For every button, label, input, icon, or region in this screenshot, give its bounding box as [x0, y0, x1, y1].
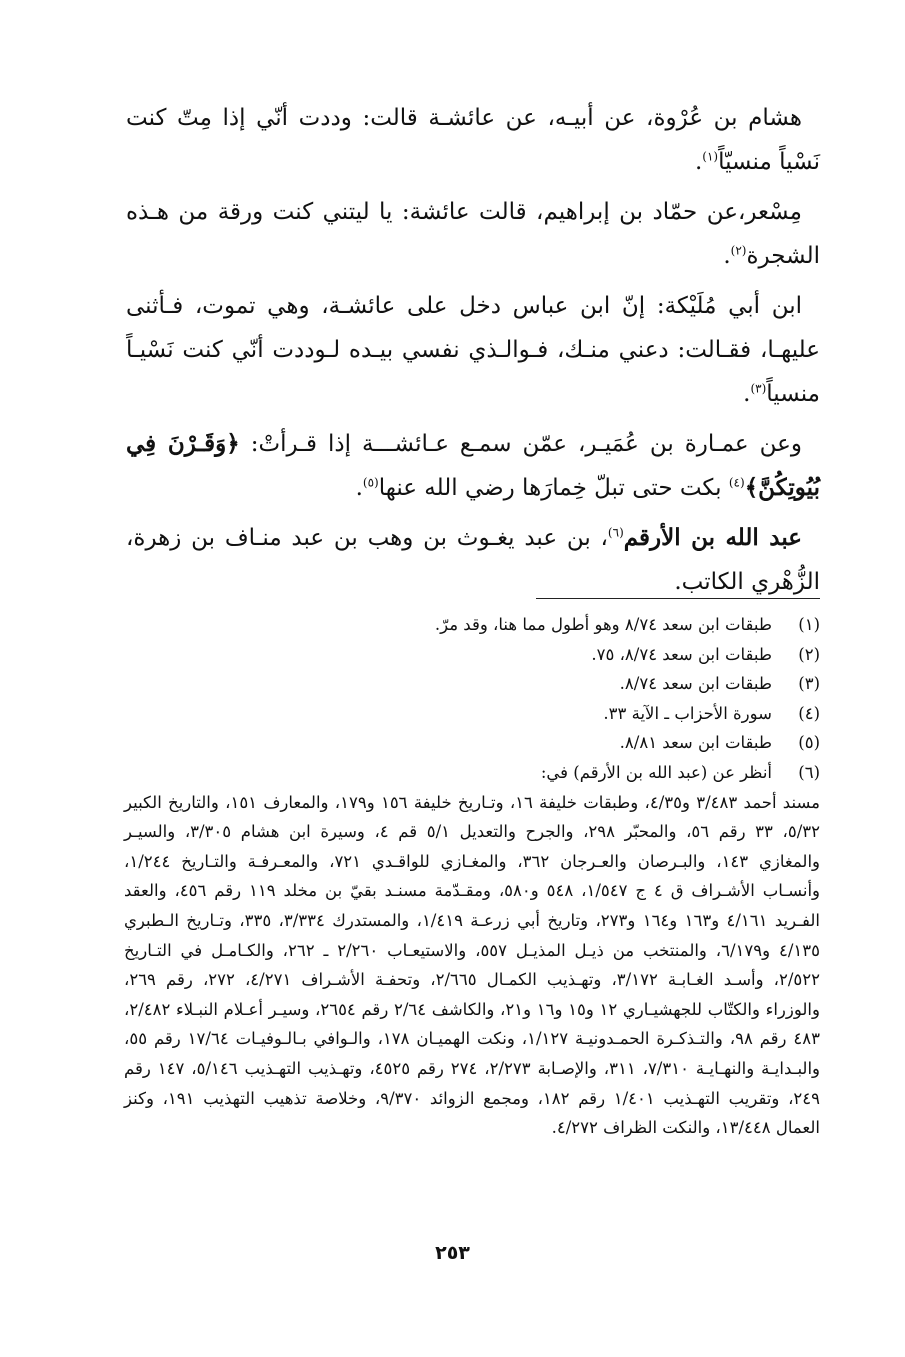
quran-verse: ﴿وَقَـرْنَ فِي بُيُوتِكُنَّ﴾: [126, 430, 820, 501]
footnote-separator: [536, 598, 820, 599]
footnote-text: طبقات ابن سعد ٨/٧٤، ٧٥.: [591, 644, 772, 664]
footnote-ref-2[interactable]: (٢): [730, 243, 747, 258]
footnote-6: [124, 758, 820, 788]
footnote-number: (١): [798, 615, 820, 634]
footnote-text: أنظر عن (عبد الله بن الأرقم) في:: [540, 762, 772, 782]
footnote-text: طبقات ابن سعد ٨/٧٤ وهو أطول مما هنا، وقد مرّ.: [434, 615, 772, 634]
footnote-number: (٣): [798, 674, 820, 694]
paragraph-text: ابن أبي مُلَيْكة: إنّ ابن عباس دخل على عائشـة، وهي تموت، فـأثنى عليهـا، فقـالت: دعني منـك، فـوالـذي نفسي بيـده لـوددت أنّي كنت نَسْيـاً منسياً: [126, 293, 820, 407]
footnote-ref-6[interactable]: (٦): [607, 525, 624, 540]
paragraph-hisham: [126, 96, 820, 184]
footnote-text: طبقات ابن سعد ٨/٧٤.: [619, 674, 772, 694]
paragraph-abdullah-ibn-arqam: [126, 516, 820, 604]
footnote-number: (٢): [798, 644, 820, 664]
paragraph-text: ، بن عبد يغـوث بن وهب بن عبد منـاف بن زهرة، الزُّهْري الكاتب.: [126, 525, 820, 595]
footnote-ref-4[interactable]: (٤): [728, 475, 745, 490]
paragraph-text: مِسْعر،عن حمّاد بن إبراهيم، قالت عائشة: يا ليتني كنت ورقة من هـذه الشجرة: [126, 199, 820, 269]
footnote-text: طبقات ابن سعد ٨/٨١.: [619, 733, 772, 753]
paragraph-end: .: [694, 149, 703, 175]
paragraph-end: .: [355, 475, 363, 501]
footnote-2: [124, 640, 820, 670]
paragraph-text: هشام بن عُرْوة، عن أبيـه، عن عائشـة قالت: وددت أنّي إذا مِتّ كنت نَسْياً منسيّاً: [126, 105, 820, 175]
paragraph-ibn-abi-mulayka: [126, 284, 820, 416]
footnote-5: [124, 728, 820, 758]
entry-heading-name: عبد الله بن الأرقم: [623, 524, 803, 551]
footnote-number: (٤): [798, 703, 820, 723]
paragraph-text-mid: بكت حتى تبلّ خِمارَها رضي الله عنها: [378, 475, 729, 501]
paragraph-umara: [126, 422, 820, 510]
footnote-3: [124, 669, 820, 699]
paragraph-text: وعن عمـارة بن عُمَيـر، عمّن سمـع عـائشـــة إذا قـرأتْ:: [239, 431, 802, 457]
paragraph-end: .: [723, 243, 731, 269]
page-number: ٢٥٣: [435, 1242, 470, 1264]
paragraph-end: .: [743, 381, 751, 407]
footnote-ref-3[interactable]: (٣): [750, 381, 767, 396]
footnote-ref-5[interactable]: (٥): [362, 475, 379, 490]
footnote-4: [124, 699, 820, 729]
footnote-number: (٥): [798, 733, 820, 753]
footnote-6-sources: مسند أحمد ٣/٤٨٣ و٤/٣٥، وطبقات خليفة ١٦، وتـاريخ خليفة ١٥٦ و١٧٩، والمعارف ١٥١، والتاريخ الكبير ٥/٣٢، ٣٣ رقم ٥٦، والمحبّر ٢٩٨، والجرح والتعديل ٥/١ قم ٤، وسيرة ابن هشام ٣/٣٠٥، والسيـر والمغازي ١٤٣، والبـرصان والعـرجان ٣٦٢، والمغـازي للواقـدي ٧٢١، والمعـرفـة والتـاريخ ١/٢٤٤، وأنسـاب الأشـراف ق ٤ ج ١/٥٤٧، ٥٤٨ و٥٨٠، ومقـدّمة مسنـد بقيّ بن مخلد ١١٩ رقم ٤٥٦، والعقد الفـريد ٤/١٦١ و١٦٣ و١٦٤ و٢٧٣، وتاريخ أبي زرعـة ١/٤١٩، والمستدرك ٣/٣٣٤، ٣٣٥، وتـاريخ الـطبري ٤/١٣٥ و٦/١٧٩، والمنتخب من ذيـل المذيـل ٥٥٧، والاستيعـاب ٢/٢٦٠ ـ ٢٦٢، والكـامـل في التـاريخ ٢/٥٢٢، وأسـد الغـابـة ٣/١٧٢، وتهـذيب الكمـال ٢/٦٦٥، وتحفـة الأشـراف ٤/٢٧١، ٢٧٢، رقم ٢٦٩، والوزراء والكتّاب للجهشيـاري ١٢ و١٥ و١٦ و٢١، والكاشف ٢/٦٤ رقم ٢٦٥٤، وسيـر أعـلام النبـلاء ٢/٤٨٢، ٤٨٣ رقم ٩٨، والتـذكـرة الحمـدونيـة ١/١٢٧، ونكت الهميـان ١٧٨، والـوافي بـالـوفيـات ١٧/٦٤ رقم ٥٥، والبـدايـة والنهـايـة ٧/٣١٠، ٣١١، والإصـابة ٢/٢٧٣، ٢٧٤ رقم ٤٥٢٥، وتهـذيب التهـذيب ٥/١٤٦، ١٤٧ رقم ٢٤٩، وتقريب التهـذيب ١/٤٠١ رقم ١٨٢، ومجمع الزوائد ٩/٣٧٠، وخلاصة تذهيب التهذيب ١٩١، وكنز العمال ١٣/٤٤٨، والنكت الظراف ٤/٢٧٢.: [124, 792, 821, 1138]
paragraph-misar: [126, 190, 820, 278]
footnote-number: (٦): [798, 762, 820, 782]
footnote-1: [124, 610, 820, 640]
footnote-text: سورة الأحزاب ـ الآية ٣٣.: [603, 703, 772, 723]
footnotes-block: [124, 610, 820, 1143]
footnote-ref-1[interactable]: (١): [702, 149, 719, 164]
main-text-block: [126, 96, 820, 610]
